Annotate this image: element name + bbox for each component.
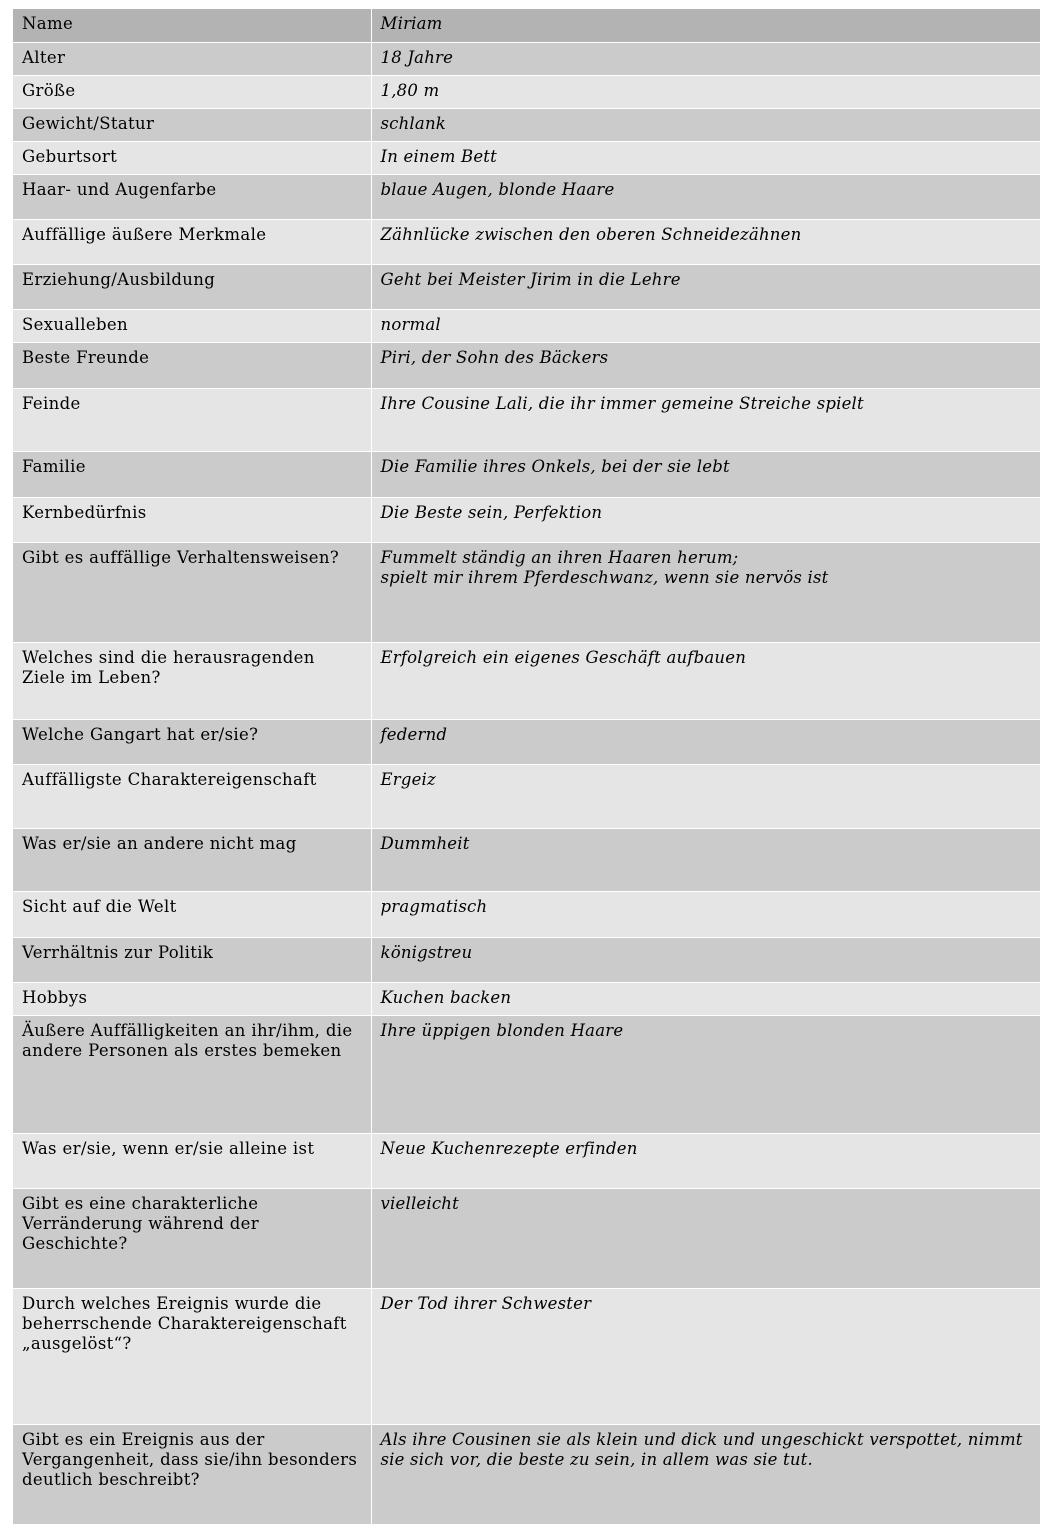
table-row — [13, 1015, 1040, 1133]
field-label: Gibt es auffällige Verhaltensweisen? — [13, 542, 371, 642]
field-label: Gibt es eine charakterliche Verränderung während der Geschichte? — [13, 1188, 371, 1288]
table-row — [13, 342, 1040, 388]
field-value: schlank — [371, 108, 1040, 141]
field-value: Die Familie ihres Onkels, bei der sie lebt — [371, 451, 1040, 497]
table-row — [13, 451, 1040, 497]
field-value: In einem Bett — [371, 141, 1040, 174]
field-value: Piri, der Sohn des Bäckers — [371, 342, 1040, 388]
field-value: Ihre Cousine Lali, die ihr immer gemeine Streiche spielt — [371, 388, 1040, 451]
field-value: Erfolgreich ein eigenes Geschäft aufbauen — [371, 642, 1040, 719]
table-header-row — [13, 9, 1040, 42]
field-value: 18 Jahre — [371, 42, 1040, 75]
field-label: Welche Gangart hat er/sie? — [13, 719, 371, 764]
field-label: Sexualleben — [13, 309, 371, 342]
character-profile-table — [13, 9, 1040, 1525]
table-row — [13, 1424, 1040, 1524]
field-label: Was er/sie an andere nicht mag — [13, 828, 371, 891]
field-value: normal — [371, 309, 1040, 342]
table-row — [13, 1188, 1040, 1288]
table-row — [13, 1133, 1040, 1188]
table-row — [13, 388, 1040, 451]
field-label: Kernbedürfnis — [13, 497, 371, 542]
field-label: Familie — [13, 451, 371, 497]
field-value: Dummheit — [371, 828, 1040, 891]
field-label: Gibt es ein Ereignis aus der Vergangenheit, dass sie/ihn besonders deutlich beschreibt? — [13, 1424, 371, 1524]
field-label: Geburtsort — [13, 141, 371, 174]
field-label: Haar- und Augenfarbe — [13, 174, 371, 219]
table-row — [13, 642, 1040, 719]
field-value: Ihre üppigen blonden Haare — [371, 1015, 1040, 1133]
field-value: Neue Kuchenrezepte erfinden — [371, 1133, 1040, 1188]
field-value: Zähnlücke zwischen den oberen Schneidezähnen — [371, 219, 1040, 264]
field-value: vielleicht — [371, 1188, 1040, 1288]
field-value: Kuchen backen — [371, 982, 1040, 1015]
field-value: Miriam — [371, 9, 1040, 42]
table-row — [13, 497, 1040, 542]
field-value: blaue Augen, blonde Haare — [371, 174, 1040, 219]
table-row — [13, 719, 1040, 764]
table-row — [13, 1288, 1040, 1424]
field-label: Name — [13, 9, 371, 42]
field-label: Äußere Auffälligkeiten an ihr/ihm, die andere Personen als erstes bemeken — [13, 1015, 371, 1133]
field-label: Was er/sie, wenn er/sie alleine ist — [13, 1133, 371, 1188]
table-row — [13, 982, 1040, 1015]
field-label: Beste Freunde — [13, 342, 371, 388]
field-value: Ergeiz — [371, 764, 1040, 828]
table-row — [13, 141, 1040, 174]
table-row — [13, 75, 1040, 108]
table-row — [13, 309, 1040, 342]
table-row — [13, 42, 1040, 75]
table-row — [13, 174, 1040, 219]
field-label: Gewicht/Statur — [13, 108, 371, 141]
table-row — [13, 937, 1040, 982]
table-row — [13, 828, 1040, 891]
table-row — [13, 891, 1040, 937]
table-row — [13, 264, 1040, 309]
field-value: pragmatisch — [371, 891, 1040, 937]
field-label: Größe — [13, 75, 371, 108]
field-label: Auffällige äußere Merkmale — [13, 219, 371, 264]
table-row — [13, 219, 1040, 264]
field-value: Der Tod ihrer Schwester — [371, 1288, 1040, 1424]
table-row — [13, 542, 1040, 642]
field-value: königstreu — [371, 937, 1040, 982]
field-label: Alter — [13, 42, 371, 75]
field-label: Durch welches Ereignis wurde die beherrschende Charaktereigenschaft „ausgelöst“? — [13, 1288, 371, 1424]
field-value: Fummelt ständig an ihren Haaren herum; spielt mir ihrem Pferdeschwanz, wenn sie nervös ist — [371, 542, 1040, 642]
field-label: Verrhältnis zur Politik — [13, 937, 371, 982]
field-label: Feinde — [13, 388, 371, 451]
field-label: Erziehung/Ausbildung — [13, 264, 371, 309]
field-label: Sicht auf die Welt — [13, 891, 371, 937]
field-value: federnd — [371, 719, 1040, 764]
field-label: Hobbys — [13, 982, 371, 1015]
table-row — [13, 764, 1040, 828]
field-label: Welches sind die herausragenden Ziele im Leben? — [13, 642, 371, 719]
field-value: Als ihre Cousinen sie als klein und dick und ungeschickt verspottet, nimmt sie sich vor, die beste zu sein, in allem was sie tut. — [371, 1424, 1040, 1524]
field-value: Die Beste sein, Perfektion — [371, 497, 1040, 542]
field-value: 1,80 m — [371, 75, 1040, 108]
field-label: Auffälligste Charaktereigenschaft — [13, 764, 371, 828]
field-value: Geht bei Meister Jirim in die Lehre — [371, 264, 1040, 309]
table-row — [13, 108, 1040, 141]
